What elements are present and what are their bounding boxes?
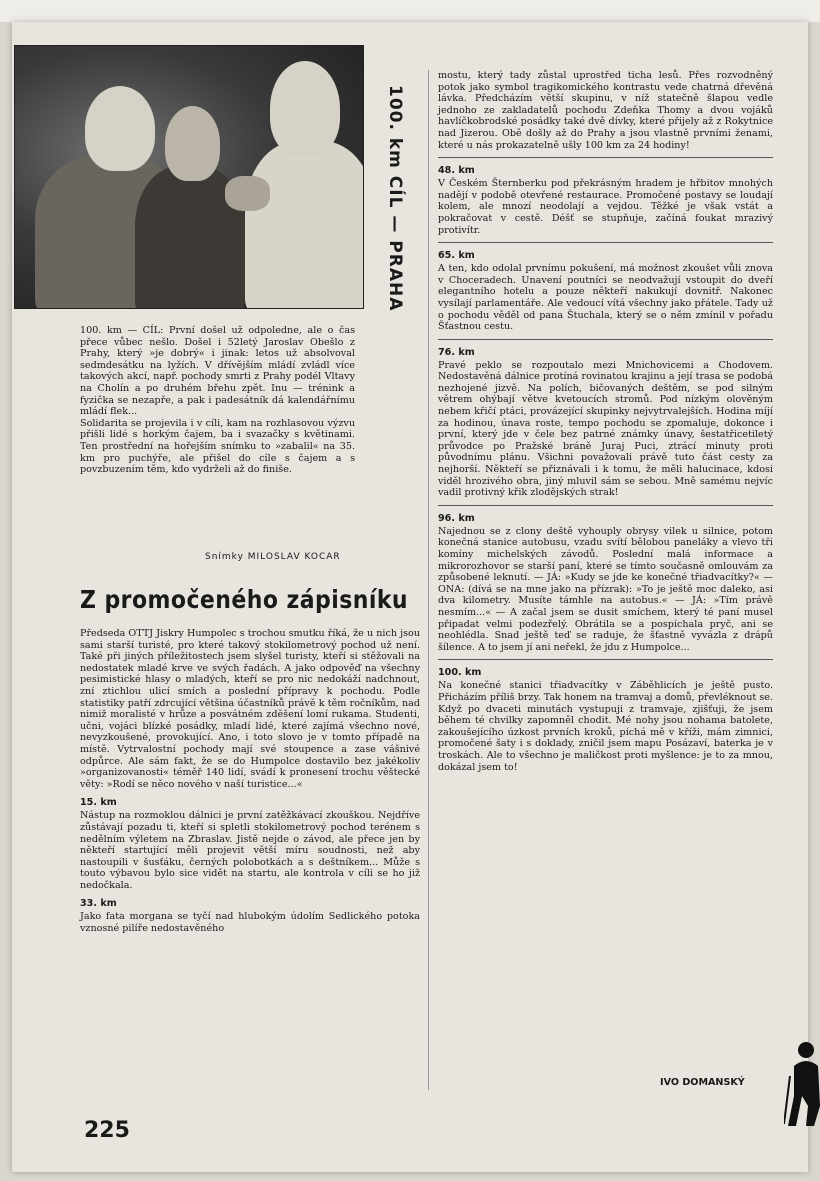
photo-caption: 100. km — CÍL: První došel už odpoledne, ale o čas přece vůbec nešlo. Došel i 52letý Jaroslav Obešlo z Prahy, který »je dobrý« i jinak: letos už absolvoval sedmdesátku na lyžích. V dřívějším mládí zvládl více takových akcí, např. pochody smrti z Prahy podél Vltavy na Cholín a po druhém břehu zpět. Inu — trénink a fyzička se nezapře, a pak i padesátník dá kalendářnímu mládí flek... Solidarita se projevila i v cíli, kam na rozhlasovou výzvu přišli lidé s horkým čajem, ba i svazačky s květinami. Ten prostřední na hořejším snímku to »zabalil« na 35. km pro puchýře, ale přišel do cíle s čajem a s povzbuzením těm, kdo vydrželi až do finiše. [80,325,355,476]
section-divider [438,339,773,340]
section-text: A ten, kdo odolal prvnímu pokušení, má možnost zkoušet vůli znova v Choceradech. Unavení poutníci se neodvažují vstoupit do dveří elegantního hotelu a pouze někteří nakukují dovnitř. Nakonec vysílají parlamentáře. Ale vedoucí vítá všechny jako přátele. Tady už o pochodu věděl od pana Štuchala, který se o něm zmínil v pořadu Šťastnou cestu. [438,263,773,333]
section-divider [438,157,773,158]
section-divider [438,659,773,660]
author-signature: IVO DOMANSKÝ [660,1077,745,1088]
section-text: Na konečné stanici třiadvacítky v Záběhlicích je ještě pusto. Přicházím příliš brzy. Tak honem na tramvaj a domů, převléknout se. Když po dvaceti minutách vystupuji z tramvaje, zjišťuji, že jsem během té chvilky zapomněl chodit. Mé nohy jsou nohama batolete, zakoušejícího úzkost prvních kroků, píchá mě v kříži, mám zimnici, promočené šaty i s doklady, zničil jsem mapu Posázaví, baterka je v troskách. Ale to všechno je maličkost proti myšlence: je to za mnou, dokázal jsem to! [438,680,773,773]
section-km-heading: 65. km [438,250,475,262]
section-text: Najednou se z clony deště vyhouply obrysy vilek u silnice, potom konečná stanice autobusu, vzadu svítí bělobou panelákу a vlevo tři komíny michelských závodů. Poslední malá informace a mikrorozhovor se starší paní, které se tímto současně omlouvám za způsobené leknutí. — JÁ: »Kudy se jde ke konečné třiadvacítky?« — ONA: (dívá se na mne jako na přízrak): »To je ještě moc daleko, asi dva kilometry. Musíte támhle na autobus.« — JÁ: »Tím právě nesmím...« — A začal jsem se dusit smíchem, který té paní musel připadat velmi podezřelý. Obrátila se a pospíchala pryč, ani se neohlédla. Snad ještě teď se raduje, že šťastně vyvázla z drápů šílence. A to jsem jí ani neřekl, že jdu z Humpolce... [438,525,773,653]
hiker-silhouette-icon [784,1036,820,1126]
column-divider [428,70,429,1090]
section-km-heading: 76. km [438,346,475,358]
article-headline: Z promočeného zápisníku [80,585,408,614]
section-text: Pravé peklo se rozpoutalo mezi Mnichovicemi a Chodovem. Nedostavěná dálnice protíná rovinatou krajinu a její trasa se podobá nezhojené jizvě. Na polích, bičovaných deštěm, se pod silným větrem ohýbají větve kvetoucích stromů. Pod nízkým olověným nebem křičí ptáci, provázející skupinky nejvytrvalejších. Hodina míjí za hodinou, únava roste, tempo pochodu se zpomaluje, dokonce i první, který jde v čele bez patrné známky únavy, šestatřicetiletý průvodce po Pražské bráně Juraj Puci, ztrácí minuty proti původnímu plánu. Všichni považovali právě tuto část cesty za nejhorší. Někteří se přiznávali i k tomu, že měli halucinace, kdosi viděl hrozivého obra, jiný mluvil sám se sebou. Mně samému nejvíc vadil protivný křik zlodějských strak! [438,359,773,499]
photo-caption-column [80,325,355,476]
section-text: mostu, který tady zůstal uprostřed ticha lesů. Přes rozvodněný potok jako symbol tragikomického kontrastu vede chatrná dřevěná lávka. Předcházím větší skupinu, v níž statečně šlapou vedle jednoho ze zakladatelů pochodu Zdeňka Thomy a dvou vojáků havlíčkobrodské posádky také dvě dívky, které přijely až z Rokytnice nad Jizerou. Obě došly až do Prahy a jsou vlastně prvními ženami, které u nás prokazatelně ušly 100 km za 24 hodiny! [438,70,773,151]
section-text: Nástup na rozmoklou dálnici je první zatěžkávací zkouškou. Nejdříve zůstávají pozadu ti, kteří si spletli stokilometrový pochod terénem s nedělním výletem na Zbraslav. Jistě nejde o závod, ale přece jen by někteří startující měli projevit větší míru soudnosti, než aby nastoupili v šusťáku, černých polobotkách a s deštníkem... Může s touto výbavou bylo sice vidět na startu, ale kontrola v cíli se ho již nedočkala. [80,810,420,891]
right-article-column [438,70,773,773]
section-text: V Českém Šternberku pod překrásným hradem je hřbitov mnohých nadějí v podobě otevřené restaurace. Promočené postavy se loudají kolem, ale mnozí neodolají a vejdou. Těžké je však vstát a pokračovat v cestě. Déšť se stupňuje, začíná foukat mrazivý protivítr. [438,178,773,236]
vertical-title: 100. km CÍL — PRAHA [385,85,405,312]
section-divider [438,242,773,243]
section-text: Jako fata morgana se tyčí nad hlubokým údolím Sedlického potoka vznosné pilíře nedostavěného [80,911,420,935]
photo-runners [14,45,364,309]
section-km-heading: 100. km [438,667,482,679]
article-intro: Předseda OTTJ Jiskry Humpolec s trochou smutku říká, že u nich jsou sami starší turisté, pro které takový stokilometrový pochod už není. Také při jiných příležitostech jsem slyšel turisty, kteří si stěžovali na nedostatek mladé krve ve svých řadách. A jako odpověď na všechny pesimistické hlasy o mladých, kteří se pro nic nedokáží nadchnout, zní ztichlou ulicí smích a poslední přípravy k pochodu. Podle statistiky patří zdrcující většina účastníků právě k těm ročníkům, nad nimiž moralisté v hrůze a posvátném zděšení lomí rukama. Studenti, učni, vojáci blízké posádky, mladí lidé, které zajímá všechno nové, nevyzkoušené, provokující. Ano, i toto slovo je v tomto případě na místě. Vytrvalostní pochody mají své stoupence a zase vášnivé odpůrce. Ale sám fakt, že se do Humpolce dostavilo bez jakékoliv »organizovanosti« téměř 140 lidí, svádí k pronesení trochu věštecké věty: »Rodí se něco nového v naší turistice...« [80,628,420,790]
section-km-heading: 33. km [80,898,117,910]
section-km-heading: 96. km [438,512,475,524]
scan-edge [0,0,820,22]
section-km-heading: 15. km [80,797,117,809]
left-article-column [80,628,420,935]
page-number: 225 [84,1118,130,1143]
section-divider [438,505,773,506]
section-km-heading: 48. km [438,165,475,177]
photo-credit: Snímky MILOSLAV KOCAR [205,552,341,562]
